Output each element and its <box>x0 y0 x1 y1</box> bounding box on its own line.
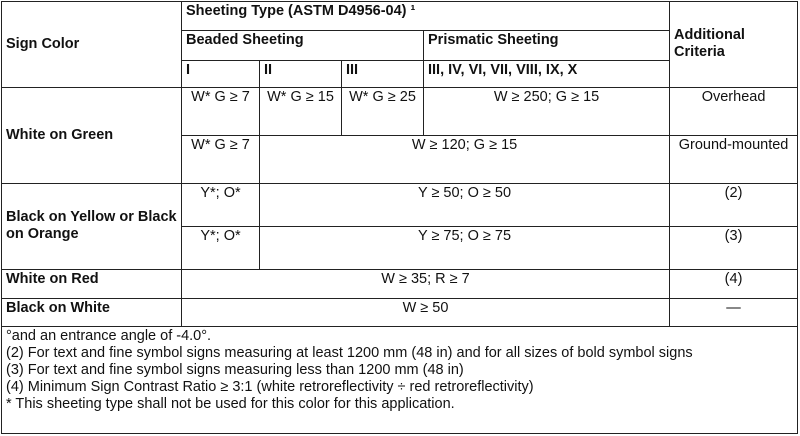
sheeting-type-header: Sheeting Type (ASTM D4956-04) ¹ <box>182 2 670 31</box>
additional-criteria-header: Additional Criteria <box>670 2 798 88</box>
type-i-header: I <box>182 60 260 87</box>
type-iii-header: III <box>342 60 424 87</box>
wog-ground-rest: W ≥ 120; G ≥ 15 <box>260 135 670 183</box>
note-3: (3) For text and fine symbol signs measuring less than 1200 mm (48 in) <box>6 362 464 379</box>
wor-criteria: (4) <box>670 269 798 298</box>
boy-r1-rest: Y ≥ 50; O ≥ 50 <box>260 183 670 226</box>
prismatic-sheeting-header: Prismatic Sheeting <box>424 31 670 60</box>
wog-overhead-i: W* G ≥ 7 <box>182 87 260 135</box>
boy-r2-criteria: (3) <box>670 226 798 269</box>
footnotes <box>2 327 798 434</box>
sign-color-header: Sign Color <box>2 2 182 88</box>
retroreflectivity-table <box>1 1 798 434</box>
wog-overhead-ii: W* G ≥ 15 <box>260 87 342 135</box>
boy-r2-i: Y*; O* <box>182 226 260 269</box>
wog-ground-i: W* G ≥ 7 <box>182 135 260 183</box>
wog-ground-criteria: Ground-mounted <box>670 135 798 183</box>
note-entrance-angle: °and an entrance angle of -4.0°. <box>6 328 212 345</box>
wor-value: W ≥ 35; R ≥ 7 <box>182 269 670 298</box>
white-on-green-label: White on Green <box>2 87 182 183</box>
boy-r1-i: Y*; O* <box>182 183 260 226</box>
beaded-sheeting-header: Beaded Sheeting <box>182 31 424 60</box>
white-on-red-label: White on Red <box>2 269 182 298</box>
note-2: (2) For text and fine symbol signs measuring at least 1200 mm (48 in) and for all sizes of bold symbol signs <box>6 345 693 362</box>
bow-criteria: — <box>670 299 798 327</box>
wog-overhead-prismatic: W ≥ 250; G ≥ 15 <box>424 87 670 135</box>
bow-value: W ≥ 50 <box>182 299 670 327</box>
boy-r2-rest: Y ≥ 75; O ≥ 75 <box>260 226 670 269</box>
wog-overhead-criteria: Overhead <box>670 87 798 135</box>
black-on-yellow-label: Black on Yellow or Black on Orange <box>2 183 182 269</box>
note-asterisk: * This sheeting type shall not be used for this color for this application. <box>6 396 455 413</box>
type-prismatic-header: III, IV, VI, VII, VIII, IX, X <box>424 60 670 87</box>
boy-r1-criteria: (2) <box>670 183 798 226</box>
wog-overhead-iii: W* G ≥ 25 <box>342 87 424 135</box>
note-4: (4) Minimum Sign Contrast Ratio ≥ 3:1 (white retroreflectivity ÷ red retroreflectivity) <box>6 379 534 396</box>
black-on-white-label: Black on White <box>2 299 182 327</box>
type-ii-header: II <box>260 60 342 87</box>
